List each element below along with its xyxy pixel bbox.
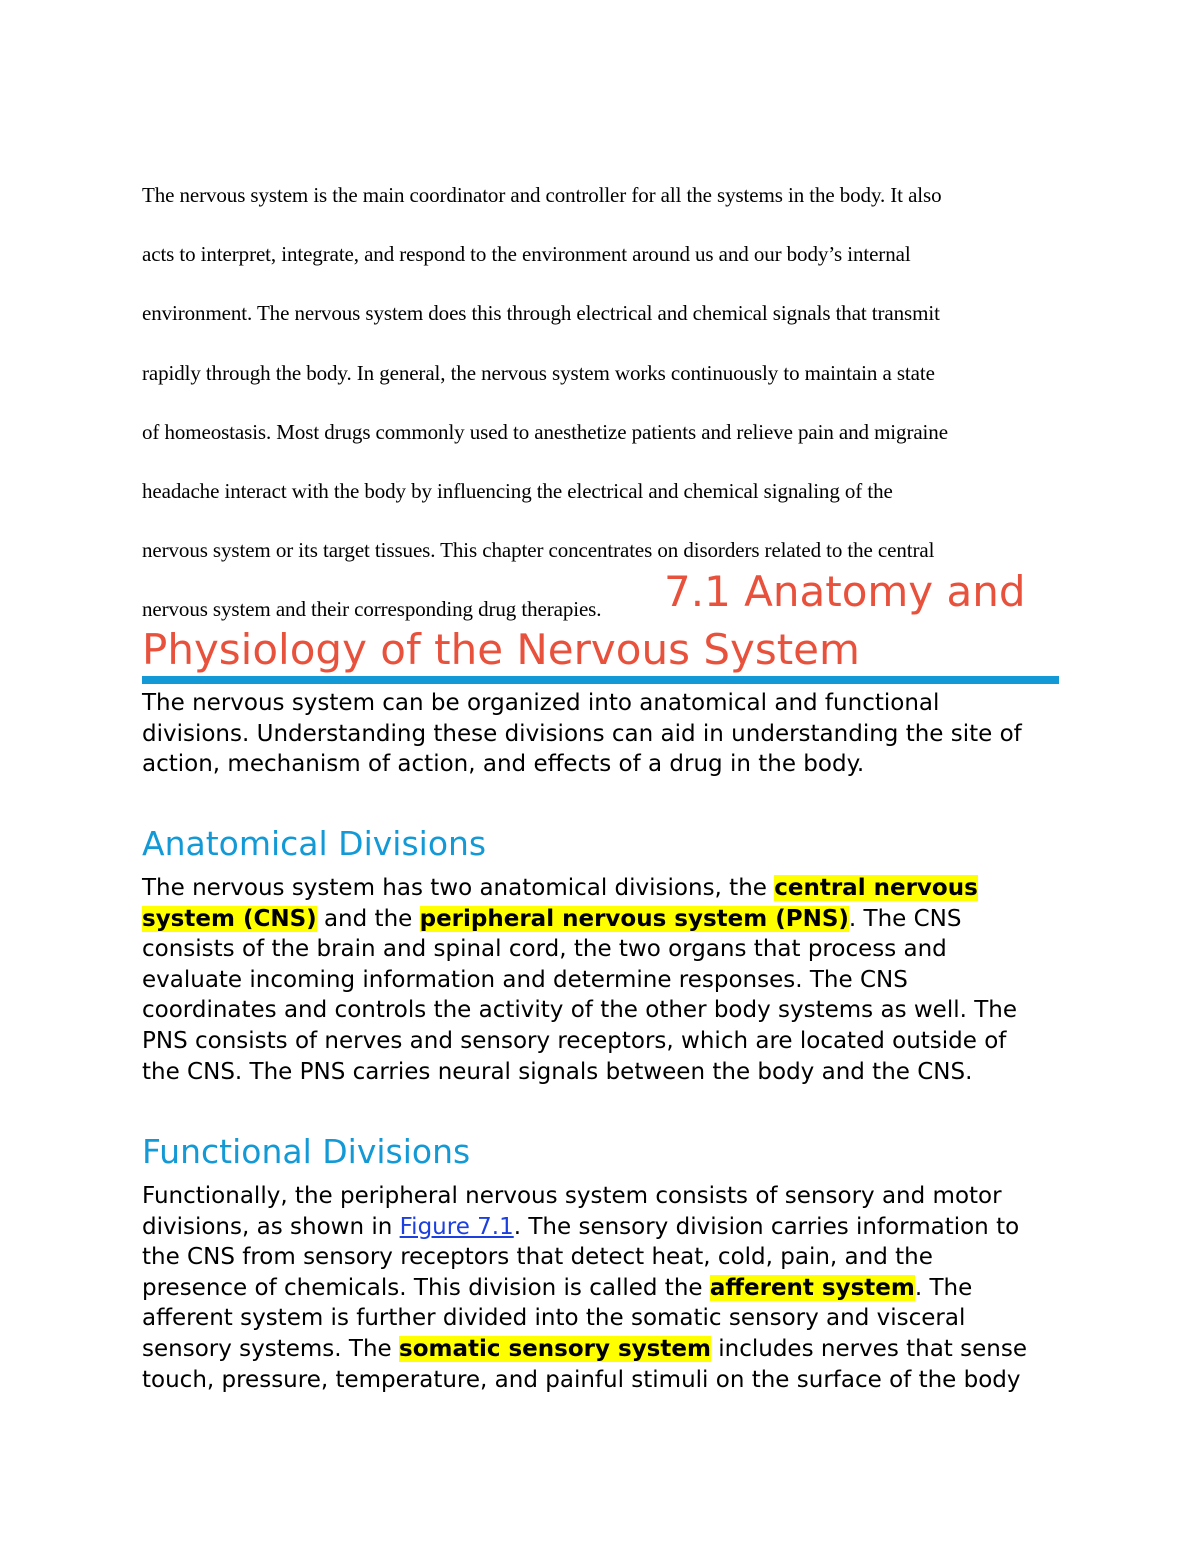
functional-line [142, 1334, 1072, 1365]
highlight-somatic-sensory-system: somatic sensory system [399, 1335, 711, 1362]
overview-line: action, mechanism of action, and effects of a drug in the body. [142, 751, 865, 778]
figure-7-1-link[interactable]: Figure 7.1 [399, 1213, 514, 1240]
intro-line: The nervous system is the main coordinator and controller for all the systems in the body. It also [142, 183, 942, 207]
text-run: . The sensory division carries information to [513, 1213, 1020, 1240]
anatomical-line: the CNS. The PNS carries neural signals between the body and the CNS. [142, 1058, 973, 1085]
functional-line: touch, pressure, temperature, and painful stimuli on the surface of the body [142, 1366, 1021, 1393]
text-run: and the [316, 905, 420, 932]
intro-line: environment. The nervous system does this through electrical and chemical signals that transmit [142, 301, 940, 326]
text-run: presence of chemicals. This division is called the [142, 1274, 710, 1301]
anatomical-line: PNS consists of nerves and sensory receptors, which are located outside of [142, 1027, 1007, 1054]
intro-line: nervous system or its target tissues. This chapter concentrates on disorders related to the central [142, 538, 935, 563]
functional-line: Functionally, the peripheral nervous system consists of sensory and motor [142, 1183, 1002, 1209]
functional-paragraph [142, 1181, 1072, 1395]
anatomical-line [142, 904, 1072, 935]
text-run: sensory systems. The [142, 1335, 399, 1362]
anatomical-paragraph [142, 873, 1072, 1087]
functional-divisions-heading: Functional Divisions [142, 1132, 471, 1171]
overview-line: The nervous system can be organized into anatomical and functional [142, 690, 940, 716]
section-title-part2: Physiology of the Nervous System [142, 625, 860, 674]
highlight-afferent-system: afferent system [709, 1274, 915, 1301]
anatomical-line [142, 873, 1072, 904]
intro-line: rapidly through the body. In general, the nervous system works continuously to maintain a state [142, 360, 935, 385]
anatomical-line: consists of the brain and spinal cord, the two organs that process and [142, 936, 947, 963]
functional-line: the CNS from sensory receptors that detect heat, cold, pain, and the [142, 1244, 933, 1271]
intro-line: of homeostasis. Most drugs commonly used to anesthetize patients and relieve pain and migraine [142, 419, 948, 444]
text-run: The nervous system has two anatomical divisions, the [142, 875, 775, 901]
intro-line: headache interact with the body by influencing the electrical and chemical signaling of the [142, 479, 893, 504]
overview-line: divisions. Understanding these divisions can aid in understanding the site of [142, 720, 1022, 747]
text-run: divisions, as shown in [142, 1213, 400, 1240]
anatomical-divisions-heading: Anatomical Divisions [142, 824, 487, 863]
highlight-system-cns: system (CNS) [142, 905, 317, 932]
title-underline-rule [142, 676, 1059, 684]
functional-line [142, 1273, 1072, 1304]
anatomical-line: coordinates and controls the activity of the other body systems as well. The [142, 997, 1017, 1024]
text-run: includes nerves that sense [710, 1335, 1027, 1362]
highlight-pns: peripheral nervous system (PNS) [419, 905, 849, 932]
intro-line: acts to interpret, integrate, and respond to the environment around us and our body’s internal [142, 242, 911, 267]
text-run: . The CNS [848, 905, 962, 932]
functional-line [142, 1212, 1072, 1243]
section-title-part1: 7.1 Anatomy and [664, 567, 1026, 616]
functional-line: afferent system is further divided into the somatic sensory and visceral [142, 1305, 966, 1332]
highlight-central-nervous: central nervous [774, 875, 978, 901]
intro-line: nervous system and their corresponding drug therapies. [142, 597, 602, 622]
overview-paragraph [142, 688, 1072, 780]
anatomical-line: evaluate incoming information and determine responses. The CNS [142, 966, 908, 993]
text-run: . The [914, 1274, 973, 1301]
